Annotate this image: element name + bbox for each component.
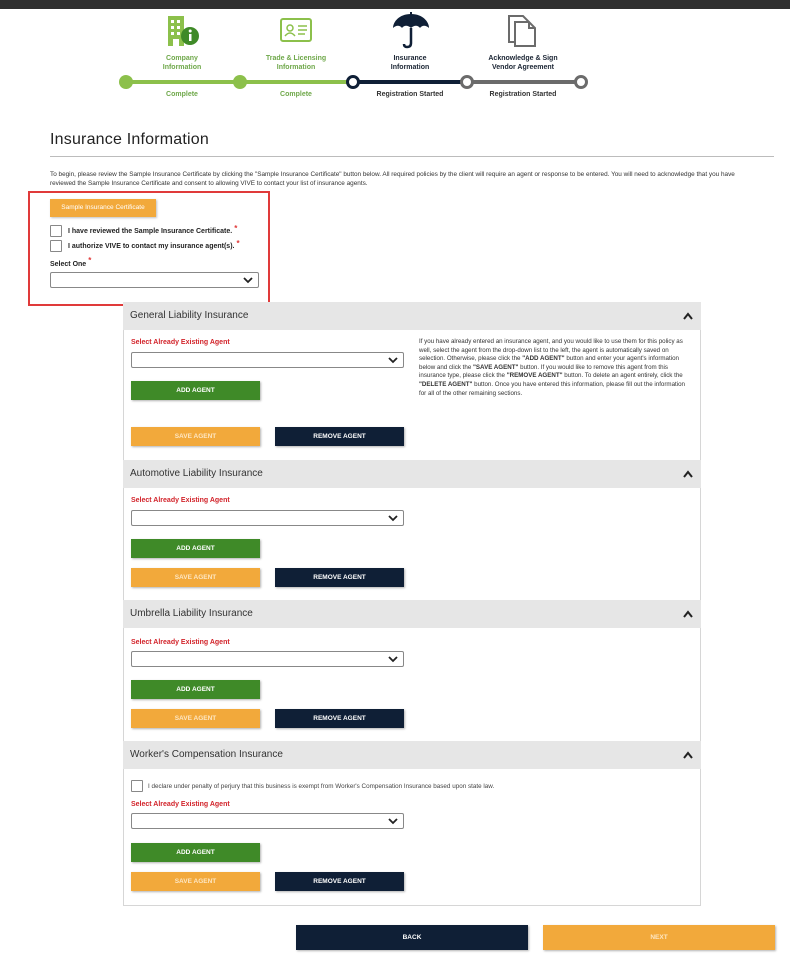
- required-mark: *: [236, 238, 240, 248]
- step-end-node: [574, 75, 588, 89]
- workers-comp-save-agent-button[interactable]: SAVE AGENT: [131, 872, 260, 891]
- workers-comp-add-agent-button[interactable]: ADD AGENT: [131, 843, 260, 862]
- step-2-status: Complete: [280, 91, 312, 98]
- progress-line-current: [353, 80, 467, 84]
- chevron-up-icon[interactable]: [683, 610, 693, 618]
- automotive-add-agent-button[interactable]: ADD AGENT: [131, 539, 260, 558]
- automotive-agent-dropdown[interactable]: [131, 510, 404, 526]
- top-bar: [0, 0, 790, 9]
- chevron-up-icon[interactable]: [683, 312, 693, 320]
- exempt-label: I declare under penalty of perjury that this business is exempt from Worker's Compensation Insurance based upon state law.: [148, 782, 495, 790]
- section-title: Umbrella Liability Insurance: [130, 608, 253, 619]
- step-3-status: Registration Started: [376, 91, 444, 98]
- step-3-title: Insurance Information: [390, 55, 430, 71]
- section-automotive-liability-header[interactable]: [123, 460, 701, 488]
- step-2-title: Trade & Licensing Information: [265, 55, 327, 71]
- authorize-label: I authorize VIVE to contact my insurance agent(s).: [68, 242, 235, 250]
- automotive-save-agent-button[interactable]: SAVE AGENT: [131, 568, 260, 587]
- chevron-down-icon: [388, 513, 398, 523]
- umbrella-icon: [391, 10, 431, 50]
- section-general-liability-header[interactable]: [123, 302, 701, 330]
- workers-comp-remove-agent-button[interactable]: REMOVE AGENT: [275, 872, 404, 891]
- next-button[interactable]: NEXT: [543, 925, 775, 950]
- section-umbrella-liability-header[interactable]: [123, 600, 701, 628]
- back-button[interactable]: BACK: [296, 925, 528, 950]
- reviewed-checkbox[interactable]: [50, 225, 62, 237]
- section-title: General Liability Insurance: [130, 310, 249, 321]
- page-title: Insurance Information: [50, 131, 209, 148]
- step-2-node[interactable]: [233, 75, 247, 89]
- progress-line-pending: [467, 80, 581, 84]
- exempt-checkbox[interactable]: [131, 780, 143, 792]
- general-save-agent-button[interactable]: SAVE AGENT: [131, 427, 260, 446]
- intro-text: To begin, please review the Sample Insurance Certificate by clicking the "Sample Insurance Certificate" button below. All required policies by the client will require an agent or response to be entered. You will need to acknowledge that you have reviewed the Sample Insurance Certificate and consent to allowing VIVE to contact your list of insurance agents.: [50, 171, 735, 187]
- authorize-row: [50, 240, 240, 252]
- agent-help-text: If you have already entered an insurance agent, and you would like to use them for this policy as well, select the agent from the drop-down list to the left, the agent is automatically saved on selection. Otherwise, please click the "ADD AGENT" button and enter your agent's information below and click the "SAVE AGENT" button. If you would like to remove this agent from this insurance type, please click the "REMOVE AGENT" button. To delete an agent entirely, click the "DELETE AGENT" button. Once you have entered this information, please fill out the information for all of the other remaining sections.: [419, 338, 685, 397]
- agent-select-label: Select Already Existing Agent: [131, 339, 230, 346]
- chevron-down-icon: [388, 816, 398, 826]
- authorize-checkbox[interactable]: [50, 240, 62, 252]
- step-4-status: Registration Started: [489, 91, 557, 98]
- chevron-down-icon: [388, 654, 398, 664]
- general-remove-agent-button[interactable]: REMOVE AGENT: [275, 427, 404, 446]
- step-1-status: Complete: [166, 91, 198, 98]
- exempt-row: [131, 780, 494, 792]
- chevron-down-icon: [388, 355, 398, 365]
- select-one-label: Select One *: [50, 256, 92, 268]
- general-add-agent-button[interactable]: ADD AGENT: [131, 381, 260, 400]
- step-4-title: Acknowledge & Sign Vendor Agreement: [488, 55, 558, 71]
- documents-icon: [505, 12, 541, 48]
- section-title: Automotive Liability Insurance: [130, 468, 263, 479]
- agent-select-label: Select Already Existing Agent: [131, 639, 230, 646]
- step-1-node[interactable]: [119, 75, 133, 89]
- step-3-node[interactable]: [346, 75, 360, 89]
- agent-select-label: Select Already Existing Agent: [131, 497, 230, 504]
- umbrella-add-agent-button[interactable]: ADD AGENT: [131, 680, 260, 699]
- general-agent-dropdown[interactable]: [131, 352, 404, 368]
- umbrella-agent-dropdown[interactable]: [131, 651, 404, 667]
- building-info-icon: [164, 12, 202, 48]
- chevron-down-icon: [243, 275, 253, 285]
- agent-select-label: Select Already Existing Agent: [131, 801, 230, 808]
- title-divider: [50, 156, 774, 157]
- umbrella-remove-agent-button[interactable]: REMOVE AGENT: [275, 709, 404, 728]
- sample-certificate-button[interactable]: Sample Insurance Certificate: [50, 199, 156, 217]
- license-card-icon: [279, 17, 313, 43]
- workers-comp-agent-dropdown[interactable]: [131, 813, 404, 829]
- section-workers-comp-header[interactable]: [123, 741, 701, 769]
- reviewed-row: [50, 225, 237, 237]
- reviewed-label: I have reviewed the Sample Insurance Certificate.: [68, 227, 233, 235]
- step-4-node[interactable]: [460, 75, 474, 89]
- chevron-up-icon[interactable]: [683, 470, 693, 478]
- select-one-dropdown[interactable]: [50, 272, 259, 288]
- chevron-up-icon[interactable]: [683, 751, 693, 759]
- section-title: Worker's Compensation Insurance: [130, 749, 283, 760]
- required-mark: *: [234, 223, 238, 233]
- step-1-title: Company Information: [162, 55, 202, 71]
- umbrella-save-agent-button[interactable]: SAVE AGENT: [131, 709, 260, 728]
- automotive-remove-agent-button[interactable]: REMOVE AGENT: [275, 568, 404, 587]
